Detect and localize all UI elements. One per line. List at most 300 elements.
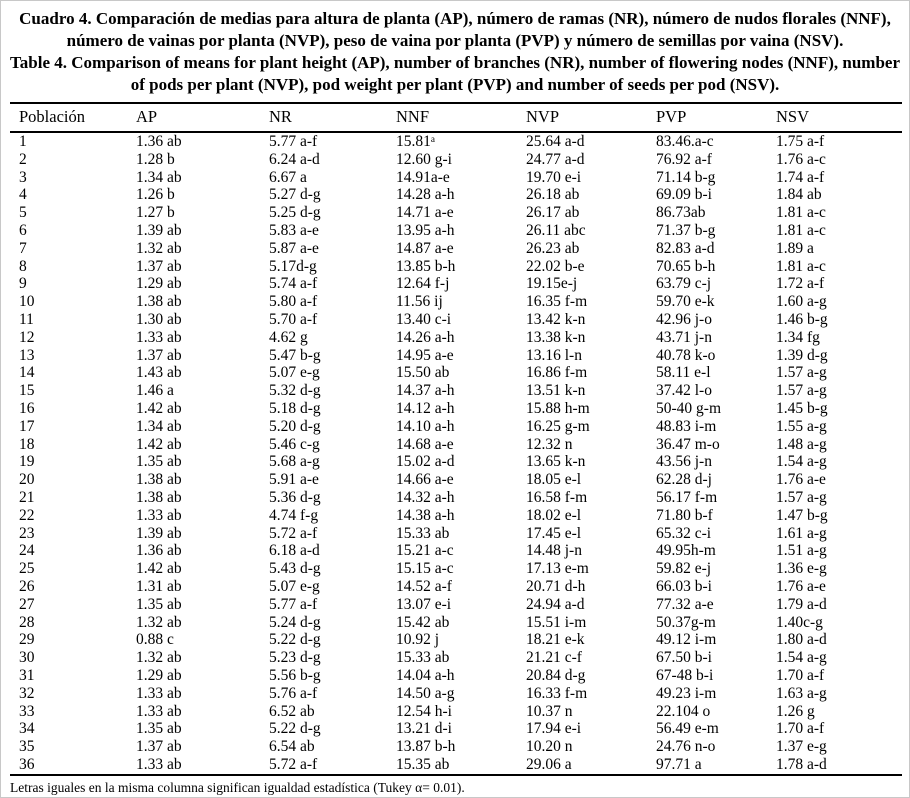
value-cell: 15.51 i-m — [526, 613, 587, 631]
value-cell: 1.76 a-e — [776, 471, 826, 489]
value-cell: 17.13 e-m — [526, 560, 589, 578]
value-cell: 1.81 a-c — [776, 257, 826, 275]
table-row — [10, 204, 902, 222]
table-row — [10, 364, 902, 382]
value-cell: 14.48 j-n — [526, 542, 582, 560]
value-cell: 5.72 a-f — [269, 755, 318, 773]
value-cell: 1.42 ab — [136, 560, 182, 578]
value-cell: 1.76 a-c — [776, 150, 826, 168]
value-cell: 1.57 a-g — [776, 488, 827, 506]
population-cell: 30 — [19, 649, 35, 667]
value-cell: 14.68 a-e — [396, 435, 454, 453]
value-cell: 43.56 j-n — [656, 453, 712, 471]
value-cell: 5.23 d-g — [269, 649, 321, 667]
value-cell: 15.15 a-c — [396, 560, 454, 578]
value-cell: 15.81ᵃ — [396, 133, 436, 150]
population-cell: 4 — [19, 186, 27, 204]
value-cell: 5.77 a-f — [269, 595, 318, 613]
population-cell: 13 — [19, 346, 35, 364]
population-cell: 35 — [19, 738, 35, 756]
value-cell: 15.35 ab — [396, 755, 450, 773]
value-cell: 26.17 ab — [526, 204, 580, 222]
value-cell: 1.61 a-g — [776, 524, 827, 542]
population-cell: 5 — [19, 204, 27, 222]
value-cell: 36.47 m-o — [656, 435, 720, 453]
value-cell: 5.83 a-e — [269, 221, 319, 239]
value-cell: 5.91 a-e — [269, 471, 319, 489]
value-cell: 15.33 ab — [396, 524, 450, 542]
table-row — [10, 436, 902, 454]
column-header-nr: NR — [269, 107, 292, 126]
table-row — [10, 151, 902, 169]
population-cell: 23 — [19, 524, 35, 542]
value-cell: 1.42 ab — [136, 435, 182, 453]
population-cell: 3 — [19, 168, 27, 186]
table-row — [10, 560, 902, 578]
value-cell: 19.15e-j — [526, 275, 578, 293]
value-cell: 48.83 i-m — [656, 417, 717, 435]
population-cell: 27 — [19, 595, 35, 613]
population-cell: 32 — [19, 684, 35, 702]
value-cell: 17.45 e-l — [526, 524, 582, 542]
value-cell: 5.20 d-g — [269, 417, 321, 435]
table-row — [10, 418, 902, 436]
value-cell: 26.23 ab — [526, 239, 580, 257]
table-row — [10, 400, 902, 418]
value-cell: 1.42 ab — [136, 399, 182, 417]
value-cell: 66.03 b-i — [656, 577, 712, 595]
value-cell: 82.83 a-d — [656, 239, 715, 257]
value-cell: 5.74 a-f — [269, 275, 318, 293]
table-row — [10, 382, 902, 400]
header-row — [10, 103, 902, 132]
value-cell: 63.79 c-j — [656, 275, 712, 293]
value-cell: 1.36 ab — [136, 133, 182, 150]
value-cell: 1.74 a-f — [776, 168, 825, 186]
value-cell: 70.65 b-h — [656, 257, 716, 275]
value-cell: 1.54 a-g — [776, 453, 827, 471]
value-cell: 18.02 e-l — [526, 506, 582, 524]
table-row — [10, 649, 902, 667]
table-row — [10, 525, 902, 543]
value-cell: 14.66 a-e — [396, 471, 454, 489]
population-cell: 14 — [19, 364, 35, 382]
value-cell: 67.50 b-i — [656, 649, 712, 667]
table-row — [10, 240, 902, 258]
value-cell: 1.29 ab — [136, 275, 182, 293]
value-cell: 1.39 d-g — [776, 346, 828, 364]
value-cell: 1.51 a-g — [776, 542, 827, 560]
table-row — [10, 685, 902, 703]
value-cell: 14.52 a-f — [396, 577, 452, 595]
value-cell: 14.10 a-h — [396, 417, 455, 435]
column-header-poblaci-n: Población — [19, 107, 85, 126]
table-row — [10, 720, 902, 738]
value-cell: 14.38 a-h — [396, 506, 455, 524]
table-row — [10, 578, 902, 596]
value-cell: 14.71 a-e — [396, 204, 454, 222]
value-cell: 5.07 e-g — [269, 364, 320, 382]
value-cell: 21.21 c-f — [526, 649, 582, 667]
value-cell: 69.09 b-i — [656, 186, 712, 204]
population-cell: 25 — [19, 560, 35, 578]
value-cell: 1.34 fg — [776, 328, 820, 346]
value-cell: 1.33 ab — [136, 755, 182, 773]
value-cell: 6.54 ab — [269, 738, 315, 756]
value-cell: 71.80 b-f — [656, 506, 713, 524]
value-cell: 1.76 a-e — [776, 577, 826, 595]
value-cell: 15.88 h-m — [526, 399, 590, 417]
value-cell: 5.76 a-f — [269, 684, 318, 702]
value-cell: 49.95h-m — [656, 542, 716, 560]
population-cell: 26 — [19, 577, 35, 595]
value-cell: 15.02 a-d — [396, 453, 455, 471]
value-cell: 14.91a-e — [396, 168, 450, 186]
table-row — [10, 222, 902, 240]
value-cell: 16.33 f-m — [526, 684, 588, 702]
value-cell: 14.12 a-h — [396, 399, 455, 417]
value-cell: 14.37 a-h — [396, 382, 455, 400]
value-cell: 1.39 ab — [136, 524, 182, 542]
value-cell: 13.87 b-h — [396, 738, 456, 756]
value-cell: 14.32 a-h — [396, 488, 455, 506]
table-row — [10, 542, 902, 560]
value-cell: 16.58 f-m — [526, 488, 588, 506]
value-cell: 13.65 k-n — [526, 453, 586, 471]
value-cell: 4.62 g — [269, 328, 308, 346]
value-cell: 1.34 ab — [136, 168, 182, 186]
value-cell: 24.94 a-d — [526, 595, 585, 613]
population-cell: 31 — [19, 666, 35, 684]
table-row — [10, 614, 902, 632]
value-cell: 1.33 ab — [136, 506, 182, 524]
value-cell: 6.24 a-d — [269, 150, 320, 168]
value-cell: 1.26 b — [136, 186, 175, 204]
population-cell: 10 — [19, 293, 35, 311]
population-cell: 29 — [19, 631, 35, 649]
value-cell: 13.95 a-h — [396, 221, 455, 239]
value-cell: 1.81 a-c — [776, 204, 826, 222]
value-cell: 16.86 f-m — [526, 364, 588, 382]
population-cell: 24 — [19, 542, 35, 560]
value-cell: 42.96 j-o — [656, 310, 712, 328]
population-cell: 18 — [19, 435, 35, 453]
value-cell: 1.35 ab — [136, 720, 182, 738]
value-cell: 1.43 ab — [136, 364, 182, 382]
value-cell: 5.22 d-g — [269, 720, 321, 738]
value-cell: 1.72 a-f — [776, 275, 825, 293]
value-cell: 25.64 a-d — [526, 133, 585, 150]
value-cell: 26.18 ab — [526, 186, 580, 204]
value-cell: 1.37 ab — [136, 346, 182, 364]
population-cell: 11 — [19, 310, 34, 328]
population-cell: 2 — [19, 150, 27, 168]
value-cell: 1.27 b — [136, 204, 175, 222]
value-cell: 1.36 e-g — [776, 560, 827, 578]
value-cell: 20.71 d-h — [526, 577, 586, 595]
value-cell: 1.33 ab — [136, 684, 182, 702]
value-cell: 1.78 a-d — [776, 755, 827, 773]
value-cell: 50-40 g-m — [656, 399, 722, 417]
value-cell: 11.56 ij — [396, 293, 443, 311]
value-cell: 10.20 n — [526, 738, 573, 756]
value-cell: 14.26 a-h — [396, 328, 455, 346]
population-cell: 16 — [19, 399, 35, 417]
population-cell: 17 — [19, 417, 35, 435]
value-cell: 43.71 j-n — [656, 328, 712, 346]
value-cell: 5.70 a-f — [269, 310, 318, 328]
value-cell: 10.37 n — [526, 702, 573, 720]
value-cell: 1.35 ab — [136, 453, 182, 471]
value-cell: 16.35 f-m — [526, 293, 588, 311]
population-cell: 33 — [19, 702, 35, 720]
value-cell: 1.81 a-c — [776, 221, 826, 239]
population-cell: 36 — [19, 755, 35, 773]
value-cell: 1.45 b-g — [776, 399, 828, 417]
value-cell: 1.39 ab — [136, 221, 182, 239]
value-cell: 13.38 k-n — [526, 328, 586, 346]
value-cell: 10.92 j — [396, 631, 440, 649]
value-cell: 14.28 a-h — [396, 186, 455, 204]
value-cell: 58.11 e-l — [656, 364, 711, 382]
value-cell: 1.34 ab — [136, 417, 182, 435]
value-cell: 1.29 ab — [136, 666, 182, 684]
value-cell: 16.25 g-m — [526, 417, 590, 435]
value-cell: 67-48 b-i — [656, 666, 714, 684]
table-row — [10, 275, 902, 293]
population-cell: 1 — [19, 133, 27, 150]
value-cell: 26.11 abc — [526, 221, 586, 239]
value-cell: 5.43 d-g — [269, 560, 321, 578]
value-cell: 15.21 a-c — [396, 542, 454, 560]
value-cell: 1.38 ab — [136, 488, 182, 506]
value-cell: 1.79 a-d — [776, 595, 827, 613]
value-cell: 29.06 a — [526, 755, 572, 773]
table-row — [10, 169, 902, 187]
value-cell: 1.32 ab — [136, 649, 182, 667]
value-cell: 1.36 ab — [136, 542, 182, 560]
population-cell: 20 — [19, 471, 35, 489]
value-cell: 1.35 ab — [136, 595, 182, 613]
value-cell: 40.78 k-o — [656, 346, 716, 364]
population-cell: 21 — [19, 488, 35, 506]
value-cell: 5.77 a-f — [269, 133, 318, 150]
value-cell: 1.46 a — [136, 382, 174, 400]
value-cell: 1.55 a-g — [776, 417, 827, 435]
value-cell: 1.60 a-g — [776, 293, 827, 311]
value-cell: 59.70 e-k — [656, 293, 715, 311]
value-cell: 1.84 ab — [776, 186, 822, 204]
population-cell: 22 — [19, 506, 35, 524]
value-cell: 12.60 g-i — [396, 150, 452, 168]
value-cell: 1.54 a-g — [776, 649, 827, 667]
value-cell: 1.32 ab — [136, 613, 182, 631]
value-cell: 5.27 d-g — [269, 186, 321, 204]
value-cell: 4.74 f-g — [269, 506, 319, 524]
population-cell: 9 — [19, 275, 27, 293]
table-row — [10, 132, 902, 151]
table-row — [10, 293, 902, 311]
value-cell: 14.87 a-e — [396, 239, 454, 257]
table-row — [10, 311, 902, 329]
value-cell: 13.51 k-n — [526, 382, 586, 400]
value-cell: 15.42 ab — [396, 613, 450, 631]
value-cell: 5.17d-g — [269, 257, 317, 275]
value-cell: 1.37 ab — [136, 738, 182, 756]
value-cell: 49.12 i-m — [656, 631, 717, 649]
value-cell: 24.76 n-o — [656, 738, 716, 756]
value-cell: 71.14 b-g — [656, 168, 716, 186]
value-cell: 6.67 a — [269, 168, 307, 186]
value-cell: 71.37 b-g — [656, 221, 716, 239]
value-cell: 22.02 b-e — [526, 257, 585, 275]
table-row — [10, 756, 902, 775]
value-cell: 1.31 ab — [136, 577, 182, 595]
value-cell: 22.104 o — [656, 702, 711, 720]
table-caption — [10, 8, 900, 95]
table-row — [10, 667, 902, 685]
table-row — [10, 507, 902, 525]
value-cell: 97.71 a — [656, 755, 702, 773]
value-cell: 13.21 d-i — [396, 720, 452, 738]
column-header-pvp: PVP — [656, 107, 687, 126]
value-cell: 1.70 a-f — [776, 720, 825, 738]
value-cell: 1.40c-g — [776, 613, 823, 631]
value-cell: 19.70 e-i — [526, 168, 582, 186]
value-cell: 18.21 e-k — [526, 631, 585, 649]
value-cell: 5.46 c-g — [269, 435, 320, 453]
value-cell: 13.40 c-i — [396, 310, 452, 328]
value-cell: 56.49 e-m — [656, 720, 719, 738]
value-cell: 13.42 k-n — [526, 310, 586, 328]
comparison-means-table — [10, 102, 902, 776]
value-cell: 1.57 a-g — [776, 382, 827, 400]
table-row — [10, 703, 902, 721]
value-cell: 12.64 f-j — [396, 275, 450, 293]
caption-english: Table 4. Comparison of means for plant height (AP), number of branches (NR), number of flowering nodes (NNF), number of pods per plant (NVP), pod weight per plant (PVP) and number of seeds per pod (NSV). — [10, 53, 900, 94]
value-cell: 1.38 ab — [136, 293, 182, 311]
population-cell: 19 — [19, 453, 35, 471]
value-cell: 1.32 ab — [136, 239, 182, 257]
value-cell: 50.37g-m — [656, 613, 716, 631]
table-row — [10, 489, 902, 507]
table-row — [10, 258, 902, 276]
population-cell: 6 — [19, 221, 27, 239]
value-cell: 24.77 a-d — [526, 150, 585, 168]
population-cell: 15 — [19, 382, 35, 400]
value-cell: 13.85 b-h — [396, 257, 456, 275]
value-cell: 1.48 a-g — [776, 435, 827, 453]
value-cell: 1.30 ab — [136, 310, 182, 328]
value-cell: 56.17 f-m — [656, 488, 718, 506]
population-cell: 8 — [19, 257, 27, 275]
table-footnote: Letras iguales en la misma columna significan igualdad estadística (Tukey α= 0.01). — [10, 779, 465, 795]
value-cell: 0.88 c — [136, 631, 174, 649]
column-header-nsv: NSV — [776, 107, 810, 126]
value-cell: 86.73ab — [656, 204, 706, 222]
value-cell: 15.33 ab — [396, 649, 450, 667]
table-row — [10, 453, 902, 471]
value-cell: 1.26 g — [776, 702, 815, 720]
value-cell: 12.54 h-i — [396, 702, 452, 720]
value-cell: 1.89 a — [776, 239, 814, 257]
table-row — [10, 329, 902, 347]
column-header-nvp: NVP — [526, 107, 560, 126]
value-cell: 62.28 d-j — [656, 471, 712, 489]
table-body — [10, 132, 902, 775]
value-cell: 5.32 d-g — [269, 382, 321, 400]
value-cell: 1.63 a-g — [776, 684, 827, 702]
value-cell: 13.16 l-n — [526, 346, 582, 364]
column-header-ap: AP — [136, 107, 158, 126]
table-row — [10, 186, 902, 204]
value-cell: 14.04 a-h — [396, 666, 455, 684]
value-cell: 1.75 a-f — [776, 133, 825, 150]
value-cell: 77.32 a-e — [656, 595, 714, 613]
value-cell: 12.32 n — [526, 435, 573, 453]
value-cell: 5.25 d-g — [269, 204, 321, 222]
population-cell: 34 — [19, 720, 35, 738]
value-cell: 17.94 e-i — [526, 720, 582, 738]
value-cell: 1.47 b-g — [776, 506, 828, 524]
value-cell: 1.33 ab — [136, 328, 182, 346]
value-cell: 5.36 d-g — [269, 488, 321, 506]
value-cell: 65.32 c-i — [656, 524, 712, 542]
value-cell: 1.33 ab — [136, 702, 182, 720]
table-row — [10, 347, 902, 365]
value-cell: 5.72 a-f — [269, 524, 318, 542]
value-cell: 5.24 d-g — [269, 613, 321, 631]
table-row — [10, 596, 902, 614]
value-cell: 5.47 b-g — [269, 346, 321, 364]
value-cell: 1.28 b — [136, 150, 175, 168]
table-header — [10, 103, 902, 132]
value-cell: 1.57 a-g — [776, 364, 827, 382]
value-cell: 1.37 e-g — [776, 738, 827, 756]
value-cell: 49.23 i-m — [656, 684, 717, 702]
population-cell: 12 — [19, 328, 35, 346]
value-cell: 18.05 e-l — [526, 471, 582, 489]
value-cell: 5.56 b-g — [269, 666, 321, 684]
table-row — [10, 471, 902, 489]
value-cell: 6.18 a-d — [269, 542, 320, 560]
value-cell: 5.68 a-g — [269, 453, 320, 471]
value-cell: 15.50 ab — [396, 364, 450, 382]
value-cell: 1.80 a-d — [776, 631, 827, 649]
value-cell: 37.42 l-o — [656, 382, 712, 400]
value-cell: 1.70 a-f — [776, 666, 825, 684]
value-cell: 59.82 e-j — [656, 560, 712, 578]
column-header-nnf: NNF — [396, 107, 430, 126]
value-cell: 20.84 d-g — [526, 666, 586, 684]
document-page — [1, 1, 909, 796]
value-cell: 5.07 e-g — [269, 577, 320, 595]
value-cell: 1.46 b-g — [776, 310, 828, 328]
value-cell: 14.50 a-g — [396, 684, 455, 702]
table-row — [10, 738, 902, 756]
value-cell: 76.92 a-f — [656, 150, 712, 168]
caption-spanish: Cuadro 4. Comparación de medias para altura de planta (AP), número de ramas (NR), número de nudos florales (NNF), número de vainas por planta (NVP), peso de vaina por planta (PVP) y número de semillas por vaina (NSV). — [19, 9, 891, 50]
value-cell: 6.52 ab — [269, 702, 315, 720]
value-cell: 5.87 a-e — [269, 239, 319, 257]
population-cell: 28 — [19, 613, 35, 631]
value-cell: 1.38 ab — [136, 471, 182, 489]
value-cell: 83.46.a-c — [656, 133, 714, 150]
value-cell: 13.07 e-i — [396, 595, 452, 613]
table-row — [10, 631, 902, 649]
value-cell: 5.80 a-f — [269, 293, 318, 311]
value-cell: 5.22 d-g — [269, 631, 321, 649]
